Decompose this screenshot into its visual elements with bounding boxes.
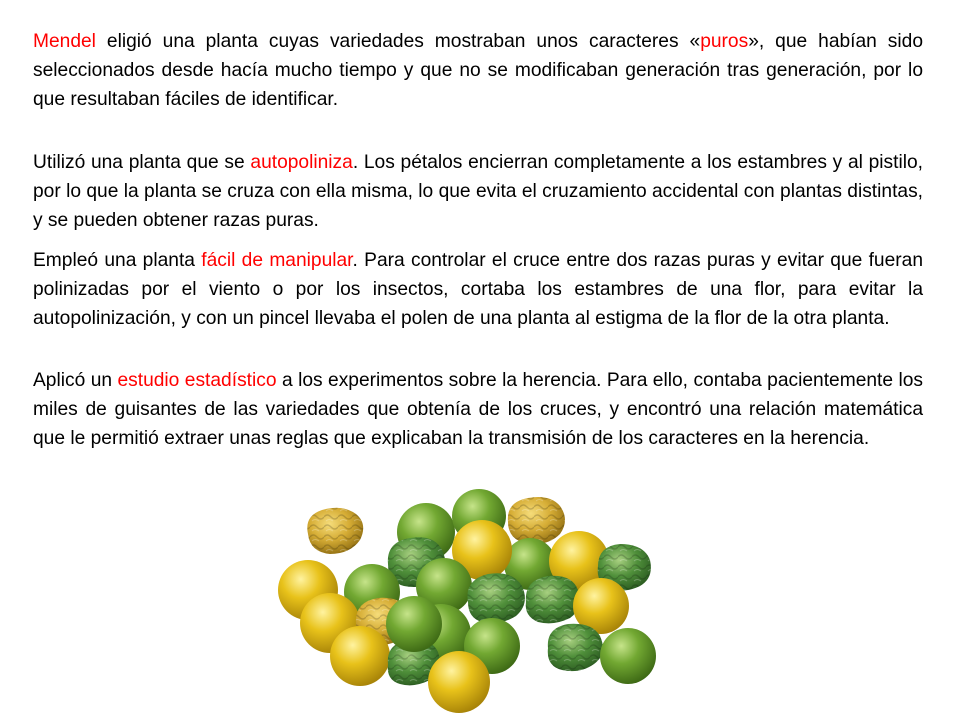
paragraph-puros — [33, 27, 923, 114]
paragraph-autopoliniza — [33, 148, 923, 235]
pea-yellow-smooth — [428, 651, 490, 713]
highlight-facil-de-manipular: fácil de manipular — [201, 250, 353, 271]
highlight-autopoliniza: autopoliniza — [250, 152, 353, 173]
paragraph-manipular — [33, 246, 923, 333]
pea-yellow-smooth — [330, 626, 390, 686]
pea-green-wrinkled — [467, 573, 524, 623]
paragraph-text: Empleó una planta — [33, 250, 202, 271]
pea-green-smooth — [600, 628, 656, 684]
pea-yellow-wrinkled — [508, 497, 565, 544]
pea-green-smooth — [386, 596, 442, 652]
pea-yellow-wrinkled — [307, 508, 363, 554]
highlight-mendel: Mendel — [33, 31, 96, 52]
paragraph-text: a los experimentos sobre la herencia. Para ello, contaba pacientemente los miles de guisantes de las variedades que obtenía de los cruces, y encontró una relación matemática que le permitió extraer unas reglas que explicaban la transmisión de los caracteres en la herencia. — [33, 370, 924, 449]
paragraph-text: eligió una planta cuyas variedades mostraban unos caracteres « — [95, 31, 701, 52]
paragraph-text: Aplicó un — [33, 370, 118, 391]
highlight-puros: puros — [700, 31, 749, 52]
paragraph-text: . Para controlar el cruce entre dos razas puras y evitar que fueran polinizadas por el viento o por los insectos, cortaba los estambres de una flor, para evitar la autopolinización, y con un pincel llevaba el polen de una planta al estigma de la flor de la otra planta. — [33, 250, 923, 329]
highlight-estudio-estadistico: estudio estadístico — [117, 370, 277, 391]
paragraph-estadistico — [33, 366, 923, 453]
peas-illustration — [268, 482, 668, 714]
paragraph-text: Utilizó una planta que se — [33, 152, 251, 173]
pea-green-wrinkled — [526, 576, 580, 624]
pea-green-wrinkled — [548, 624, 603, 671]
paragraph-text: », que habían sido seleccionados desde hacía mucho tiempo y que no se modificaban generación tras generación, por lo que resultaban fáciles de identificar. — [33, 31, 923, 110]
paragraph-text: . Los pétalos encierran completamente a los estambres y al pistilo, por lo que la planta se cruza con ella misma, lo que evita el cruzamiento accidental con plantas distintas, y se pueden obtener razas puras. — [33, 152, 924, 231]
